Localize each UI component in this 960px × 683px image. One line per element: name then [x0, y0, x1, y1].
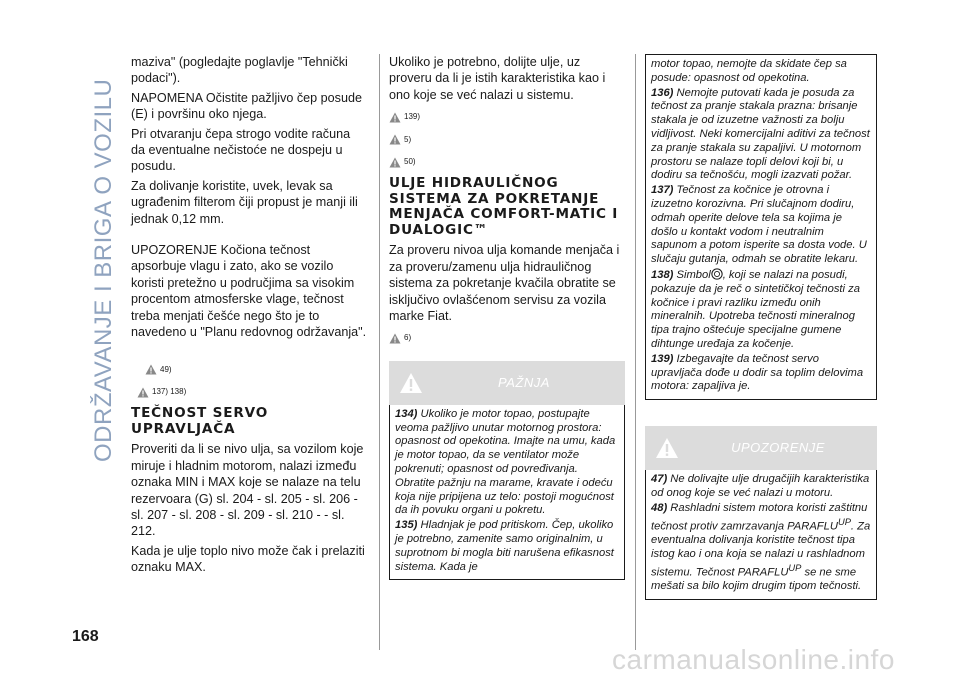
paragraph: Za proveru nivoa ulja komande menjača i za proveru/zamenu ulja hidrauličnog sistema za pokretanje kvačila obratite se isključivo ovlašćenom servisu za vozila marke Fiat. [389, 243, 620, 324]
ref-row: 5) [389, 132, 625, 148]
page-number: 168 [72, 628, 99, 645]
ref-row: 6) [389, 330, 625, 346]
column-3 [645, 54, 877, 600]
warning-item: 138) Simbol , koji se nalazi na posudi, pokazuje da je reč o sintetičkoj tečnosti za kočnice i pravi razliku između onih mineralnih. Upotreba tečnosti mineralnog tipa trajno oštećuje specijalne gumene dihtunge uređaja za kočenje. [651, 268, 860, 350]
warning-paragraph: UPOZORENJE Kočiona tečnost apsorbuje vlagu i zato, ako se vozilo koristi pretežno u područjima sa visokim procentom atmosferske vlage, tečnost treba menjati češće nego što je to navedeno u "Planu redovnog održavanja". [131, 243, 367, 340]
ref-row: 139) [389, 109, 625, 125]
warning-triangle-icon [137, 387, 149, 398]
chapter-side-title: ODRŽAVANJE I BRIGA O VOZILU [90, 78, 117, 462]
warning-triangle-icon [145, 364, 157, 375]
paragraph: maziva" (pogledajte poglavlje "Tehnički podaci"). [131, 55, 348, 86]
warning-item: motor topao, nemojte da skidate čep sa posude: opasnost od opekotina. [651, 58, 847, 84]
warning-item: 135) Hladnjak je pod pritiskom. Čep, ukoliko je potrebno, zamenite samo originalnim, u suprotnom bi mogla biti narušena efikasnost sistema. Kada je [395, 519, 614, 573]
warning-box-continued [645, 54, 877, 400]
watermark: carmanualsonline.info [612, 644, 895, 675]
warning-item: 137) Tečnost za kočnice je otrovna i izuzetno korozivna. Pri slučajnom dodiru, odmah operite delove tela sa kojima je došlo u kontakt vodom i neutralnim sapunom a potom isperite sa dosta vode. U slučaju gutanja, odmah se obratite lekaru. [651, 184, 867, 266]
warning-triangle-icon [389, 134, 401, 145]
paragraph: Za dolivanje koristite, uvek, levak sa ugrađenim filterom čiji propust je manji ili jednak 0,12 mm. [131, 178, 358, 226]
ref-row: 49) [145, 362, 367, 378]
warning-item: 48) Rashladni sistem motora koristi zaštitnu tečnost protiv zamrzavanja $PARAFLU^{UP}$. Za eventualna dolivanja koristite tečnost tipa istog kao i ona koja se nalazi u rashladnom sistemu. Tečnost $PARAFLU^{UP}$ se ne sme mešati sa bilo kojim drugim tipom tečnosti. [651, 501, 871, 593]
column-2 [389, 54, 625, 580]
warning-item: 134) Ukoliko je motor topao, postupajte veoma pažljivo unutar motornog prostora: opasnost od opekotina. Imajte na umu, kada je motor topao, da se ventilator može pokrenuti; opasnost od povređivanja. Obratite pažnju na marame, kravate i odeću koja nije pripijena uz telo: postoji mogućnost da ih povuku organi u pokretu. [395, 407, 616, 517]
upozorenje-banner: UPOZORENJE [645, 426, 877, 470]
warning-triangle-icon [389, 112, 401, 123]
note-paragraph: NAPOMENA Očistite pažljivo čep posude (E) i površinu oko njega. [131, 90, 362, 122]
warning-triangle-icon [399, 372, 423, 394]
paragraph: Pri otvaranju čepa strogo vodite računa da eventualne nečistoće ne dospeju u posudu. [131, 126, 351, 174]
ref-row: 50) [389, 154, 625, 170]
section-heading: TEČNOST SERVO UPRAVLJAČA [131, 405, 269, 437]
warning-box [389, 405, 625, 581]
paragraph: Ukoliko je potrebno, dolijte ulje, uz proveru da li je istih karakteristika kao i ono koje se već nalazi u sistemu. [389, 55, 606, 102]
warning-item: 136) Nemojte putovati kada je posuda za tečnost za pranje stakala prazna: brisanje stakala je od izuzetne važnosti za bolju vidljivost. Neki komercijalni aditivi za tečnost za pranje stakala su zapaljivi. U motornom prostoru se nalaze topli delovi koji bi, u dodiru sa tečnošću, mogli izazvati požar. [651, 86, 870, 182]
column-divider [379, 54, 380, 650]
upozorenje-box [645, 470, 877, 600]
synthetic-brake-fluid-icon [711, 268, 723, 280]
column-1 [131, 54, 367, 579]
warning-triangle-icon [389, 157, 401, 168]
pažnja-banner: PAŽNJA [389, 361, 625, 405]
warning-triangle-icon [389, 333, 401, 344]
ref-row: 137) 138) [137, 384, 367, 400]
warning-triangle-icon [655, 437, 679, 459]
warning-item: 139) Izbegavajte da tečnost servo upravljača dođe u dodir sa toplim delovima motora: zapaljiva je. [651, 352, 864, 393]
section-heading: ULJE HIDRAULIČNOG SISTEMA ZA POKRETANJE MENJAČA COMFORT-MATIC I DUALOGIC™ [389, 175, 619, 238]
column-divider [635, 54, 636, 650]
paragraph: Kada je ulje toplo nivo može čak i prelaziti oznaku MAX. [131, 543, 365, 575]
warning-item: 47) Ne dolivajte ulje drugačijih karakteristika od onog koje se već nalazi u motoru. [651, 473, 870, 499]
paragraph: Proveriti da li se nivo ulja, sa vozilom koje miruje i hladnim motorom, nalazi između oznaka MIN i MAX koje se nalaze na telu rezervoara (G) sl. 204 - sl. 205 - sl. 206 - sl. 207 - sl. 208 - sl. 209 - sl. 210 - - sl. 212. [131, 442, 364, 539]
